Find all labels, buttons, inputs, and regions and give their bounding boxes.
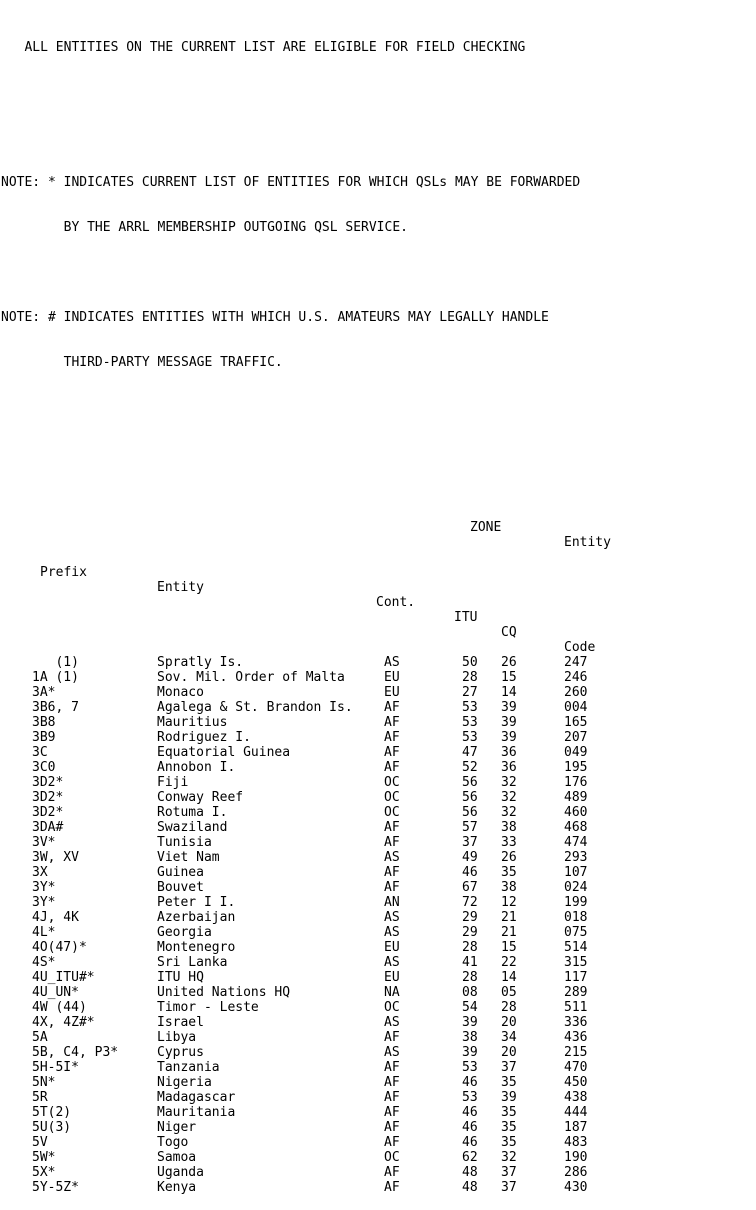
continent-cell: AF [384, 835, 400, 850]
itu-zone-cell: 72 [462, 895, 478, 910]
prefix-cell: 4L* [32, 925, 56, 940]
table-row [1, 1045, 756, 1060]
prefix-cell: 3Y* [32, 895, 56, 910]
table-row [1, 790, 756, 805]
continent-cell: EU [384, 940, 400, 955]
entity-code-cell: 511 [564, 1000, 588, 1015]
continent-cell: AF [384, 1180, 400, 1195]
cq-zone-cell: 14 [501, 685, 517, 700]
entity-code-cell: 215 [564, 1045, 588, 1060]
entity-code-cell: 075 [564, 925, 588, 940]
entity-cell: Madagascar [157, 1090, 236, 1105]
cq-zone-cell: 35 [501, 1120, 517, 1135]
itu-zone-cell: 47 [462, 745, 478, 760]
itu-zone-cell: 46 [462, 1120, 478, 1135]
continent-cell: AF [384, 1120, 400, 1135]
continent-cell: OC [384, 1000, 400, 1015]
table-row [1, 955, 756, 970]
entity-cell: United Nations HQ [157, 985, 291, 1000]
table-row [1, 1105, 756, 1120]
continent-cell: AF [384, 760, 400, 775]
continent-cell: EU [384, 670, 400, 685]
cq-zone-cell: 39 [501, 715, 517, 730]
continent-cell: AF [384, 820, 400, 835]
prefix-cell: 3D2* [32, 790, 64, 805]
table-row [1, 895, 756, 910]
cq-zone-cell: 39 [501, 1090, 517, 1105]
itu-zone-cell: 39 [462, 1015, 478, 1030]
prefix-cell: 5X* [32, 1165, 56, 1180]
entity-code-cell: 514 [564, 940, 588, 955]
entity-cell: Tunisia [157, 835, 212, 850]
prefix-cell: 3W, XV [32, 850, 79, 865]
itu-zone-cell: 48 [462, 1165, 478, 1180]
itu-zone-cell: 48 [462, 1180, 478, 1195]
continent-cell: AF [384, 865, 400, 880]
itu-zone-cell: 28 [462, 670, 478, 685]
entity-cell: Nigeria [157, 1075, 212, 1090]
prefix-cell: 1A (1) [32, 670, 79, 685]
cq-zone-cell: 22 [501, 955, 517, 970]
entity-code-cell: 246 [564, 670, 588, 685]
prefix-cell: 3D2* [32, 775, 64, 790]
entity-cell: Azerbaijan [157, 910, 236, 925]
cq-zone-cell: 15 [501, 940, 517, 955]
itu-zone-cell: 49 [462, 850, 478, 865]
table-row [1, 1165, 756, 1180]
cq-zone-cell: 05 [501, 985, 517, 1000]
entity-cell: Rodriguez I. [157, 730, 251, 745]
cq-zone-cell: 36 [501, 760, 517, 775]
entity-code-cell: 286 [564, 1165, 588, 1180]
table-header-top [1, 505, 756, 550]
itu-zone-cell: 46 [462, 865, 478, 880]
itu-zone-cell: 57 [462, 820, 478, 835]
table-row [1, 1000, 756, 1015]
prefix-cell: 4S* [32, 955, 56, 970]
continent-cell: AF [384, 1030, 400, 1045]
itu-zone-cell: 28 [462, 970, 478, 985]
entity-cell: Libya [157, 1030, 197, 1045]
cq-zone-cell: 32 [501, 1150, 517, 1165]
entity-code-cell: 489 [564, 790, 588, 805]
itu-zone-cell: 46 [462, 1135, 478, 1150]
itu-zone-cell: 54 [462, 1000, 478, 1015]
entity-cell: Conway Reef [157, 790, 244, 805]
cq-zone-cell: 37 [501, 1180, 517, 1195]
note-qsl-line-1: NOTE: * INDICATES CURRENT LIST OF ENTITIES FOR WHICH QSLs MAY BE FORWARDED [1, 175, 581, 190]
continent-cell: AN [384, 895, 400, 910]
note-qsl-line-2: BY THE ARRL MEMBERSHIP OUTGOING QSL SERVICE. [1, 220, 408, 235]
continent-header: Cont. [376, 595, 416, 610]
cq-zone-cell: 38 [501, 820, 517, 835]
entity-cell: Mauritania [157, 1105, 236, 1120]
prefix-cell: 3V* [32, 835, 56, 850]
itu-zone-cell: 29 [462, 910, 478, 925]
cq-zone-cell: 33 [501, 835, 517, 850]
itu-zone-cell: 39 [462, 1045, 478, 1060]
table-row [1, 730, 756, 745]
continent-cell: OC [384, 1150, 400, 1165]
prefix-cell: 4U_ITU#* [32, 970, 95, 985]
table-header [1, 550, 756, 655]
prefix-cell: 5U(3) [32, 1120, 72, 1135]
table-row [1, 970, 756, 985]
continent-cell: AS [384, 1045, 400, 1060]
continent-cell: AS [384, 655, 400, 670]
entity-cell: Uganda [157, 1165, 204, 1180]
cq-zone-cell: 35 [501, 865, 517, 880]
prefix-header: Prefix [40, 565, 87, 580]
prefix-cell: 5V [32, 1135, 48, 1150]
table-row [1, 760, 756, 775]
prefix-cell: 5W* [32, 1150, 56, 1165]
table-row [1, 940, 756, 955]
cq-zone-cell: 32 [501, 775, 517, 790]
cq-zone-cell: 26 [501, 655, 517, 670]
table-row [1, 1135, 756, 1150]
table-row [1, 805, 756, 820]
entity-code-header-top: Entity [564, 535, 611, 550]
itu-zone-cell: 38 [462, 1030, 478, 1045]
table-row [1, 925, 756, 940]
cq-zone-cell: 26 [501, 850, 517, 865]
prefix-cell: 3B9 [32, 730, 56, 745]
prefix-cell: (1) [32, 655, 79, 670]
entity-code-cell: 293 [564, 850, 588, 865]
entity-code-cell: 289 [564, 985, 588, 1000]
entity-code-cell: 468 [564, 820, 588, 835]
continent-cell: AF [384, 715, 400, 730]
prefix-cell: 3C [32, 745, 48, 760]
cq-zone-cell: 20 [501, 1015, 517, 1030]
itu-zone-cell: 67 [462, 880, 478, 895]
itu-zone-cell: 46 [462, 1075, 478, 1090]
prefix-cell: 5R [32, 1090, 48, 1105]
entity-code-cell: 018 [564, 910, 588, 925]
continent-cell: OC [384, 805, 400, 820]
entity-code-cell: 176 [564, 775, 588, 790]
entity-code-cell: 187 [564, 1120, 588, 1135]
prefix-cell: 4J, 4K [32, 910, 79, 925]
prefix-cell: 3A* [32, 685, 56, 700]
entity-cell: Spratly Is. [157, 655, 244, 670]
continent-cell: OC [384, 775, 400, 790]
entity-cell: Tanzania [157, 1060, 220, 1075]
prefix-cell: 5H-5I* [32, 1060, 79, 1075]
table-row [1, 880, 756, 895]
entity-code-cell: 260 [564, 685, 588, 700]
cq-zone-cell: 32 [501, 805, 517, 820]
entity-cell: Mauritius [157, 715, 228, 730]
cq-zone-cell: 38 [501, 880, 517, 895]
itu-zone-cell: 53 [462, 1090, 478, 1105]
entity-cell: Viet Nam [157, 850, 220, 865]
cq-zone-cell: 15 [501, 670, 517, 685]
entity-code-cell: 436 [564, 1030, 588, 1045]
entity-cell: Niger [157, 1120, 197, 1135]
entity-cell: Sri Lanka [157, 955, 228, 970]
entity-code-cell: 195 [564, 760, 588, 775]
cq-zone-cell: 32 [501, 790, 517, 805]
prefix-cell: 5A [32, 1030, 48, 1045]
entity-cell: Annobon I. [157, 760, 236, 775]
note-third-party-line-2: THIRD-PARTY MESSAGE TRAFFIC. [1, 355, 283, 370]
cq-zone-cell: 35 [501, 1075, 517, 1090]
itu-zone-cell: 53 [462, 730, 478, 745]
cq-zone-cell: 34 [501, 1030, 517, 1045]
entity-cell: Cyprus [157, 1045, 204, 1060]
prefix-cell: 3B8 [32, 715, 56, 730]
cq-zone-cell: 35 [501, 1135, 517, 1150]
entity-code-cell: 450 [564, 1075, 588, 1090]
cq-zone-cell: 20 [501, 1045, 517, 1060]
itu-zone-cell: 29 [462, 925, 478, 940]
continent-cell: AS [384, 955, 400, 970]
continent-cell: AF [384, 1105, 400, 1120]
entity-cell: Swaziland [157, 820, 228, 835]
itu-zone-cell: 50 [462, 655, 478, 670]
cq-zone-cell: 28 [501, 1000, 517, 1015]
continent-cell: AF [384, 1135, 400, 1150]
continent-cell: AS [384, 925, 400, 940]
entity-cell: Rotuma I. [157, 805, 228, 820]
entity-code-cell: 165 [564, 715, 588, 730]
prefix-cell: 3B6, 7 [32, 700, 79, 715]
field-checking-notice: ALL ENTITIES ON THE CURRENT LIST ARE ELIGIBLE FOR FIELD CHECKING [1, 40, 526, 55]
continent-cell: AF [384, 880, 400, 895]
prefix-cell: 3C0 [32, 760, 56, 775]
entity-code-cell: 207 [564, 730, 588, 745]
entity-cell: Samoa [157, 1150, 197, 1165]
table-row [1, 985, 756, 1000]
blank-line [1, 400, 756, 415]
prefix-cell: 3D2* [32, 805, 64, 820]
itu-zone-cell: 56 [462, 790, 478, 805]
cq-zone-cell: 21 [501, 910, 517, 925]
itu-zone-cell: 62 [462, 1150, 478, 1165]
entity-cell: Kenya [157, 1180, 197, 1195]
continent-cell: AF [384, 745, 400, 760]
entity-table [1, 655, 756, 1195]
itu-zone-cell: 53 [462, 715, 478, 730]
prefix-cell: 5Y-5Z* [32, 1180, 79, 1195]
entity-cell: Timor - Leste [157, 1000, 259, 1015]
prefix-cell: 4U_UN* [32, 985, 79, 1000]
continent-cell: AS [384, 910, 400, 925]
blank-line [1, 85, 756, 100]
entity-code-cell: 315 [564, 955, 588, 970]
continent-cell: AF [384, 730, 400, 745]
cq-zone-cell: 14 [501, 970, 517, 985]
itu-zone-cell: 56 [462, 775, 478, 790]
continent-cell: AF [384, 1075, 400, 1090]
code-header: Code [564, 640, 596, 655]
entity-cell: Israel [157, 1015, 204, 1030]
zone-header: ZONE [470, 520, 502, 535]
table-row [1, 1120, 756, 1135]
continent-cell: AF [384, 700, 400, 715]
entity-code-cell: 107 [564, 865, 588, 880]
cq-zone-cell: 37 [501, 1165, 517, 1180]
continent-cell: AF [384, 1060, 400, 1075]
itu-zone-cell: 27 [462, 685, 478, 700]
entity-cell: Guinea [157, 865, 204, 880]
cq-zone-cell: 39 [501, 700, 517, 715]
itu-zone-cell: 28 [462, 940, 478, 955]
itu-zone-cell: 53 [462, 1060, 478, 1075]
prefix-cell: 4O(47)* [32, 940, 87, 955]
cq-zone-cell: 39 [501, 730, 517, 745]
entity-cell: Agalega & St. Brandon Is. [157, 700, 353, 715]
entity-cell: Bouvet [157, 880, 204, 895]
prefix-cell: 4W (44) [32, 1000, 87, 1015]
continent-cell: AS [384, 1015, 400, 1030]
prefix-cell: 3DA# [32, 820, 64, 835]
continent-cell: AF [384, 1090, 400, 1105]
cq-zone-cell: 37 [501, 1060, 517, 1075]
table-row [1, 700, 756, 715]
blank-line [1, 265, 756, 280]
table-row [1, 715, 756, 730]
entity-code-cell: 430 [564, 1180, 588, 1195]
table-row [1, 1060, 756, 1075]
table-row [1, 910, 756, 925]
blank-line [1, 130, 756, 145]
entity-cell: Equatorial Guinea [157, 745, 291, 760]
prefix-cell: 5B, C4, P3* [32, 1045, 119, 1060]
entity-code-cell: 247 [564, 655, 588, 670]
itu-header: ITU [454, 610, 478, 625]
table-row [1, 670, 756, 685]
note-third-party-line-1: NOTE: # INDICATES ENTITIES WITH WHICH U.S. AMATEURS MAY LEGALLY HANDLE [1, 310, 549, 325]
entity-cell: Monaco [157, 685, 204, 700]
entity-code-cell: 438 [564, 1090, 588, 1105]
continent-cell: EU [384, 970, 400, 985]
entity-code-cell: 474 [564, 835, 588, 850]
entity-cell: ITU HQ [157, 970, 204, 985]
itu-zone-cell: 53 [462, 700, 478, 715]
itu-zone-cell: 46 [462, 1105, 478, 1120]
itu-zone-cell: 52 [462, 760, 478, 775]
prefix-cell: 3Y* [32, 880, 56, 895]
entity-header: Entity [157, 580, 204, 595]
cq-zone-cell: 12 [501, 895, 517, 910]
itu-zone-cell: 08 [462, 985, 478, 1000]
entity-cell: Sov. Mil. Order of Malta [157, 670, 345, 685]
table-row [1, 1030, 756, 1045]
entity-code-cell: 049 [564, 745, 588, 760]
entity-code-cell: 004 [564, 700, 588, 715]
prefix-cell: 5N* [32, 1075, 56, 1090]
prefix-cell: 3X [32, 865, 48, 880]
table-row [1, 1015, 756, 1030]
table-row [1, 1150, 756, 1165]
itu-zone-cell: 37 [462, 835, 478, 850]
table-row [1, 835, 756, 850]
cq-zone-cell: 36 [501, 745, 517, 760]
table-row [1, 820, 756, 835]
entity-code-cell: 199 [564, 895, 588, 910]
prefix-cell: 5T(2) [32, 1105, 72, 1120]
entity-code-cell: 483 [564, 1135, 588, 1150]
table-row [1, 1090, 756, 1105]
table-row [1, 850, 756, 865]
entity-cell: Montenegro [157, 940, 236, 955]
continent-cell: NA [384, 985, 400, 1000]
entity-code-cell: 024 [564, 880, 588, 895]
entity-code-cell: 470 [564, 1060, 588, 1075]
entity-cell: Fiji [157, 775, 189, 790]
continent-cell: AS [384, 850, 400, 865]
prefix-cell: 4X, 4Z#* [32, 1015, 95, 1030]
entity-cell: Georgia [157, 925, 212, 940]
entity-code-cell: 460 [564, 805, 588, 820]
table-row [1, 1075, 756, 1090]
table-row [1, 685, 756, 700]
table-row [1, 1180, 756, 1195]
itu-zone-cell: 56 [462, 805, 478, 820]
continent-cell: AF [384, 1165, 400, 1180]
entity-code-cell: 336 [564, 1015, 588, 1030]
cq-zone-cell: 21 [501, 925, 517, 940]
entity-cell: Togo [157, 1135, 189, 1150]
entity-code-cell: 117 [564, 970, 588, 985]
cq-header: CQ [501, 625, 517, 640]
table-row [1, 865, 756, 880]
continent-cell: OC [384, 790, 400, 805]
entity-code-cell: 444 [564, 1105, 588, 1120]
continent-cell: EU [384, 685, 400, 700]
cq-zone-cell: 35 [501, 1105, 517, 1120]
table-row [1, 775, 756, 790]
entity-code-cell: 190 [564, 1150, 588, 1165]
table-row [1, 745, 756, 760]
itu-zone-cell: 41 [462, 955, 478, 970]
entity-cell: Peter I I. [157, 895, 236, 910]
table-row [1, 655, 756, 670]
blank-line [1, 445, 756, 460]
